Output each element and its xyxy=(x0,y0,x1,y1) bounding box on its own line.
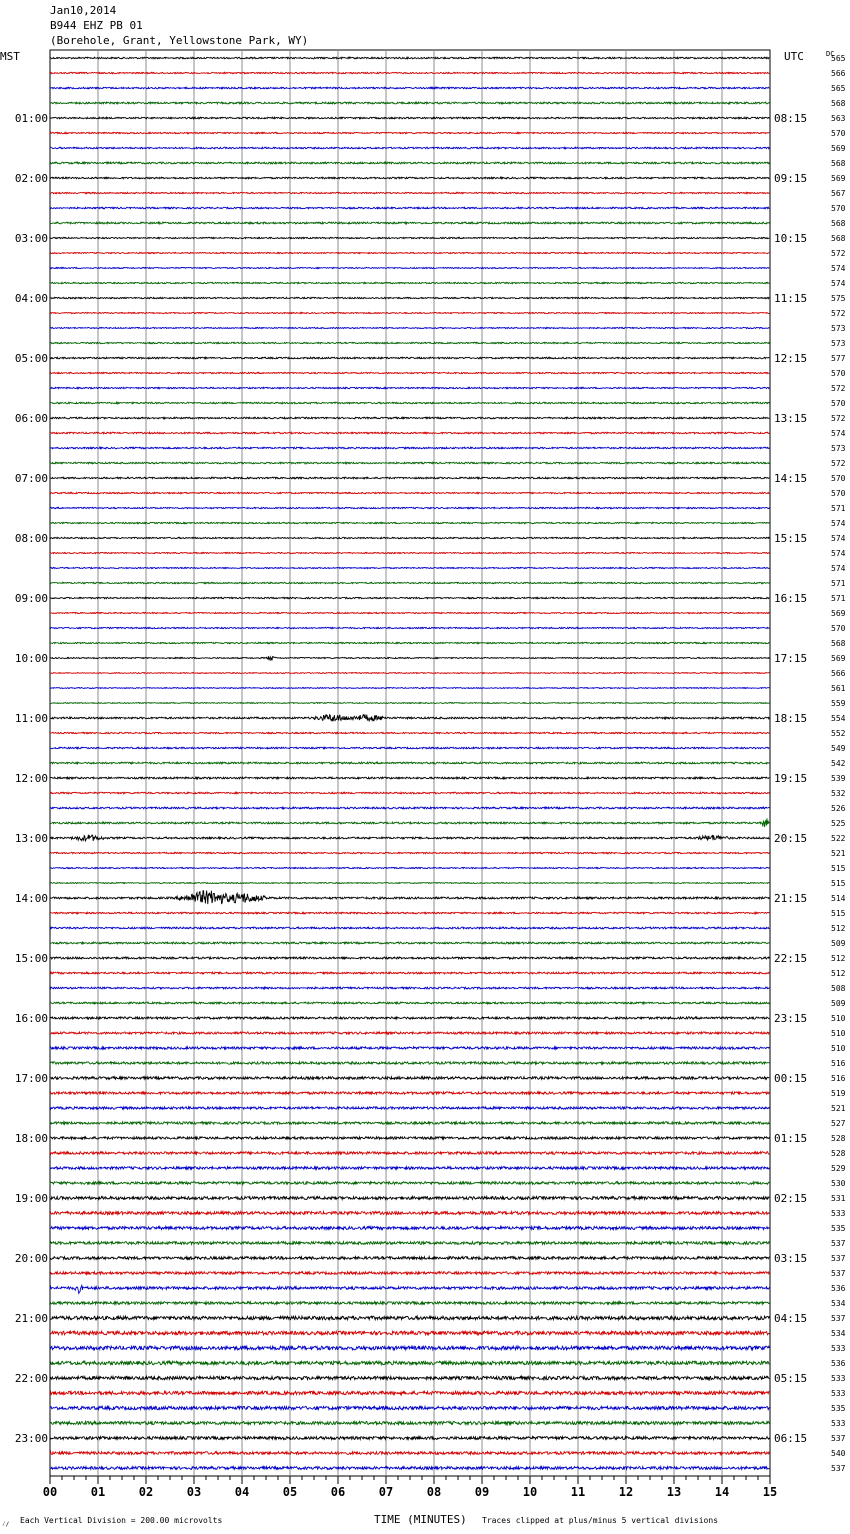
x-tick-label: 01 xyxy=(90,1485,106,1499)
seismic-trace-9 xyxy=(50,192,769,193)
mst-hour-label: 17:00 xyxy=(14,1072,48,1085)
seismic-trace-62 xyxy=(50,987,769,989)
dc-offset-label: 533 xyxy=(831,1419,846,1428)
seismic-trace-27 xyxy=(50,462,769,464)
plot-date: Jan10,2014 xyxy=(50,4,117,17)
x-tick-label: 12 xyxy=(618,1485,634,1499)
seismic-trace-15 xyxy=(50,282,769,283)
seismic-trace-5 xyxy=(50,132,769,133)
dc-offset-label: 566 xyxy=(831,69,846,78)
dc-offset-label: 514 xyxy=(831,894,846,903)
dc-offset-label: 574 xyxy=(831,429,846,438)
seismic-trace-79 xyxy=(50,1242,769,1245)
seismic-trace-13 xyxy=(50,252,769,253)
dc-offset-label: 533 xyxy=(831,1209,846,1218)
dc-offset-label: 577 xyxy=(831,354,846,363)
utc-hour-label: 09:15 xyxy=(774,172,808,185)
seismic-trace-40 xyxy=(50,656,769,660)
mst-hour-label: 08:00 xyxy=(14,532,48,545)
seismic-trace-21 xyxy=(50,372,769,373)
seismic-trace-7 xyxy=(50,162,769,164)
utc-hour-label: 14:15 xyxy=(774,472,808,485)
seismic-trace-82 xyxy=(50,1285,769,1293)
seismic-trace-56 xyxy=(50,891,769,905)
seismic-trace-33 xyxy=(50,552,769,553)
mst-hour-label: 03:00 xyxy=(14,232,48,245)
mst-hour-label: 09:00 xyxy=(14,592,48,605)
dc-offset-label: 516 xyxy=(831,1059,846,1068)
seismic-trace-35 xyxy=(50,582,769,583)
seismic-trace-1 xyxy=(50,72,769,73)
seismic-trace-34 xyxy=(50,567,769,568)
dc-offset-label: 574 xyxy=(831,279,846,288)
seismic-trace-47 xyxy=(50,762,769,764)
dc-offset-label: 533 xyxy=(831,1389,846,1398)
dc-offset-label: 572 xyxy=(831,384,846,393)
utc-hour-label: 05:15 xyxy=(774,1372,808,1385)
minute-grid xyxy=(50,50,770,1484)
dc-offset-label: 574 xyxy=(831,264,846,273)
seismic-trace-8 xyxy=(50,177,769,179)
dc-offset-label: 573 xyxy=(831,324,846,333)
x-tick-label: 13 xyxy=(666,1485,682,1499)
dc-offset-label: 532 xyxy=(831,789,846,798)
utc-hour-label: 23:15 xyxy=(774,1012,808,1025)
seismic-trace-81 xyxy=(50,1272,769,1275)
seismic-trace-30 xyxy=(50,507,769,508)
dc-offset-label: 534 xyxy=(831,1329,846,1338)
seismic-trace-32 xyxy=(50,537,769,538)
dc-offset-label: 530 xyxy=(831,1179,846,1188)
dc-offset-label: 570 xyxy=(831,474,846,483)
dc-offset-label: 568 xyxy=(831,234,846,243)
x-tick-label: 07 xyxy=(378,1485,394,1499)
utc-hour-label: 15:15 xyxy=(774,532,808,545)
dc-offset-label: 526 xyxy=(831,804,846,813)
seismic-trace-92 xyxy=(50,1437,769,1440)
seismic-trace-50 xyxy=(50,807,769,809)
division-note: Each Vertical Division = 200.00 microvolts xyxy=(20,1516,223,1525)
seismic-trace-61 xyxy=(50,972,769,974)
seismic-trace-85 xyxy=(50,1331,769,1335)
x-tick-label: 03 xyxy=(186,1485,202,1499)
seismic-trace-0 xyxy=(50,57,769,59)
utc-hour-label: 20:15 xyxy=(774,832,808,845)
dc-offset-label: 535 xyxy=(831,1224,846,1233)
utc-hour-label: 10:15 xyxy=(774,232,808,245)
mst-hour-label: 16:00 xyxy=(14,1012,48,1025)
mst-hour-label: 01:00 xyxy=(14,112,48,125)
mst-hour-label: 14:00 xyxy=(14,892,48,905)
seismic-trace-84 xyxy=(50,1316,769,1320)
dc-offset-label: 512 xyxy=(831,954,846,963)
seismic-trace-55 xyxy=(50,883,769,884)
dc-offset-label: 522 xyxy=(831,834,846,843)
dc-offset-label: 569 xyxy=(831,654,846,663)
utc-hour-label: 13:15 xyxy=(774,412,808,425)
mst-hour-label: 05:00 xyxy=(14,352,48,365)
dc-offset-label: 515 xyxy=(831,879,846,888)
seismic-trace-29 xyxy=(50,492,769,493)
seismic-trace-20 xyxy=(50,357,769,359)
dc-offset-label: 542 xyxy=(831,759,846,768)
seismic-trace-45 xyxy=(50,732,769,733)
x-tick-label: 10 xyxy=(522,1485,538,1499)
mst-axis-label: MST xyxy=(0,50,20,63)
dc-offset-label: 570 xyxy=(831,399,846,408)
dc-offset-label: 574 xyxy=(831,549,846,558)
seismic-trace-53 xyxy=(50,852,769,853)
seismic-trace-72 xyxy=(50,1137,769,1139)
dc-offset-label: 552 xyxy=(831,729,846,738)
dc-offset-label: 570 xyxy=(831,624,846,633)
seismic-trace-31 xyxy=(50,522,769,523)
utc-axis-label: UTC xyxy=(784,50,804,63)
label-group xyxy=(0,50,846,1528)
clip-note: Traces clipped at plus/minus 5 vertical divisions xyxy=(482,1516,719,1525)
trace-group xyxy=(50,57,769,1469)
x-tick-label: 15 xyxy=(762,1485,778,1499)
dc-offset-label: 537 xyxy=(831,1434,846,1443)
seismic-trace-39 xyxy=(50,642,769,643)
x-tick-label: 09 xyxy=(474,1485,490,1499)
dc-offset-label: 572 xyxy=(831,249,846,258)
dc-offset-label: 569 xyxy=(831,609,846,618)
seismic-trace-94 xyxy=(50,1467,769,1470)
dc-offset-label: 571 xyxy=(831,594,846,603)
x-tick-label: 04 xyxy=(234,1485,250,1499)
dc-offset-label: 573 xyxy=(831,444,846,453)
x-tick-label: 05 xyxy=(282,1485,298,1499)
mst-hour-label: 23:00 xyxy=(14,1432,48,1445)
seismic-trace-22 xyxy=(50,387,769,388)
seismic-trace-60 xyxy=(50,957,769,959)
dc-offset-label: 533 xyxy=(831,1344,846,1353)
dc-offset-label: 528 xyxy=(831,1149,846,1158)
dc-offset-label: 574 xyxy=(831,564,846,573)
dc-offset-label: 570 xyxy=(831,369,846,378)
seismic-trace-12 xyxy=(50,237,769,238)
mst-hour-label: 22:00 xyxy=(14,1372,48,1385)
utc-hour-label: 04:15 xyxy=(774,1312,808,1325)
seismic-trace-63 xyxy=(50,1002,769,1004)
utc-hour-label: 22:15 xyxy=(774,952,808,965)
seismic-trace-4 xyxy=(50,117,769,119)
seismic-trace-90 xyxy=(50,1406,769,1409)
dc-offset-label: 563 xyxy=(831,114,846,123)
utc-hour-label: 03:15 xyxy=(774,1252,808,1265)
dc-header-label: DC xyxy=(826,50,835,58)
utc-hour-label: 17:15 xyxy=(774,652,808,665)
mst-hour-label: 13:00 xyxy=(14,832,48,845)
x-tick-label: 02 xyxy=(138,1485,154,1499)
utc-hour-label: 12:15 xyxy=(774,352,808,365)
dc-offset-label: 525 xyxy=(831,819,846,828)
mst-hour-label: 18:00 xyxy=(14,1132,48,1145)
seismic-trace-67 xyxy=(50,1062,769,1064)
seismic-trace-37 xyxy=(50,612,769,613)
utc-hour-label: 00:15 xyxy=(774,1072,808,1085)
dc-offset-label: 573 xyxy=(831,339,846,348)
dc-offset-label: 531 xyxy=(831,1194,846,1203)
dc-offset-label: 509 xyxy=(831,999,846,1008)
seismic-trace-51 xyxy=(50,818,769,827)
seismic-trace-52 xyxy=(50,835,769,842)
seismic-trace-11 xyxy=(50,222,769,224)
dc-offset-label: 515 xyxy=(831,909,846,918)
x-axis-title: TIME (MINUTES) xyxy=(374,1513,467,1526)
seismic-trace-43 xyxy=(50,703,769,704)
dc-offset-label: 535 xyxy=(831,1404,846,1413)
seismic-trace-68 xyxy=(50,1077,769,1080)
dc-offset-label: 572 xyxy=(831,459,846,468)
dc-offset-label: 512 xyxy=(831,969,846,978)
seismic-trace-19 xyxy=(50,342,769,343)
dc-offset-label: 540 xyxy=(831,1449,846,1458)
seismic-trace-86 xyxy=(50,1346,769,1350)
x-tick-label: 08 xyxy=(426,1485,442,1499)
dc-offset-label: 565 xyxy=(831,54,846,63)
seismic-trace-24 xyxy=(50,417,769,419)
dc-offset-label: 519 xyxy=(831,1089,846,1098)
dc-offset-label: 537 xyxy=(831,1239,846,1248)
dc-offset-label: 570 xyxy=(831,204,846,213)
dc-offset-label: 572 xyxy=(831,414,846,423)
dc-offset-label: 533 xyxy=(831,1374,846,1383)
dc-offset-label: 561 xyxy=(831,684,846,693)
dc-offset-label: 568 xyxy=(831,159,846,168)
dc-offset-label: 537 xyxy=(831,1269,846,1278)
dc-offset-label: 566 xyxy=(831,669,846,678)
mst-hour-label: 21:00 xyxy=(14,1312,48,1325)
seismic-trace-88 xyxy=(50,1376,769,1379)
seismic-trace-23 xyxy=(50,402,769,404)
seismic-trace-44 xyxy=(50,714,769,721)
mst-hour-label: 15:00 xyxy=(14,952,48,965)
seismic-trace-89 xyxy=(50,1391,769,1394)
seismic-trace-74 xyxy=(50,1167,769,1170)
dc-offset-label: 572 xyxy=(831,309,846,318)
dc-offset-label: 568 xyxy=(831,639,846,648)
station-location: (Borehole, Grant, Yellowstone Park, WY) xyxy=(50,34,309,47)
utc-hour-label: 06:15 xyxy=(774,1432,808,1445)
mst-hour-label: 12:00 xyxy=(14,772,48,785)
utc-hour-label: 18:15 xyxy=(774,712,808,725)
mst-hour-label: 19:00 xyxy=(14,1192,48,1205)
dc-offset-label: 537 xyxy=(831,1314,846,1323)
seismic-trace-41 xyxy=(50,673,769,674)
utc-hour-label: 21:15 xyxy=(774,892,808,905)
dc-offset-label: 521 xyxy=(831,1104,846,1113)
dc-offset-label: 574 xyxy=(831,519,846,528)
seismic-trace-65 xyxy=(50,1032,769,1034)
seismic-trace-26 xyxy=(50,447,769,449)
dc-offset-label: 554 xyxy=(831,714,846,723)
seismic-trace-57 xyxy=(50,912,769,914)
seismic-trace-76 xyxy=(50,1197,769,1200)
seismic-trace-54 xyxy=(50,867,769,868)
dc-offset-label: 510 xyxy=(831,1044,846,1053)
dc-offset-label: 516 xyxy=(831,1074,846,1083)
dc-offset-label: 565 xyxy=(831,84,846,93)
mst-hour-label: 04:00 xyxy=(14,292,48,305)
seismic-trace-87 xyxy=(50,1361,769,1365)
dc-offset-label: 536 xyxy=(831,1359,846,1368)
mst-hour-label: 20:00 xyxy=(14,1252,48,1265)
dc-offset-label: 508 xyxy=(831,984,846,993)
seismic-trace-49 xyxy=(50,792,769,794)
mst-hour-label: 11:00 xyxy=(14,712,48,725)
dc-offset-label: 571 xyxy=(831,579,846,588)
seismic-trace-38 xyxy=(50,627,769,628)
dc-offset-label: 567 xyxy=(831,189,846,198)
dc-offset-label: 528 xyxy=(831,1134,846,1143)
seismic-trace-36 xyxy=(50,597,769,598)
utc-hour-label: 02:15 xyxy=(774,1192,808,1205)
utc-hour-label: 19:15 xyxy=(774,772,808,785)
seismic-trace-80 xyxy=(50,1257,769,1260)
station-code: B944 EHZ PB 01 xyxy=(50,19,143,32)
x-tick-label: 00 xyxy=(42,1485,58,1499)
seismic-trace-75 xyxy=(50,1182,769,1185)
dc-offset-label: 539 xyxy=(831,774,846,783)
utc-hour-label: 01:15 xyxy=(774,1132,808,1145)
seismic-trace-18 xyxy=(50,327,769,328)
dc-offset-label: 537 xyxy=(831,1254,846,1263)
dc-offset-label: 510 xyxy=(831,1029,846,1038)
dc-offset-label: 568 xyxy=(831,219,846,228)
dc-offset-label: 549 xyxy=(831,744,846,753)
dc-offset-label: 568 xyxy=(831,99,846,108)
dc-offset-label: 570 xyxy=(831,129,846,138)
seismic-trace-66 xyxy=(50,1047,769,1049)
dc-offset-label: 575 xyxy=(831,294,846,303)
x-tick-label: 06 xyxy=(330,1485,346,1499)
dc-offset-label: 559 xyxy=(831,699,846,708)
seismic-trace-42 xyxy=(50,688,769,689)
mst-hour-label: 10:00 xyxy=(14,652,48,665)
dc-offset-label: 569 xyxy=(831,144,846,153)
dc-offset-label: 527 xyxy=(831,1119,846,1128)
seismic-trace-73 xyxy=(50,1152,769,1155)
seismic-trace-93 xyxy=(50,1452,769,1455)
seismic-trace-25 xyxy=(50,432,769,434)
dc-offset-label: 510 xyxy=(831,1014,846,1023)
dc-offset-label: 529 xyxy=(831,1164,846,1173)
seismic-trace-6 xyxy=(50,147,769,149)
seismic-trace-58 xyxy=(50,927,769,929)
seismic-trace-69 xyxy=(50,1092,769,1094)
seismic-trace-77 xyxy=(50,1212,769,1215)
mst-hour-label: 02:00 xyxy=(14,172,48,185)
seismic-trace-17 xyxy=(50,312,769,313)
seismic-trace-71 xyxy=(50,1122,769,1124)
mst-hour-label: 06:00 xyxy=(14,412,48,425)
scale-mark: ⁄∕ xyxy=(2,1521,10,1528)
dc-offset-label: 574 xyxy=(831,534,846,543)
seismic-trace-10 xyxy=(50,207,769,209)
seismic-trace-70 xyxy=(50,1107,769,1109)
seismic-trace-3 xyxy=(50,102,769,104)
mst-hour-label: 07:00 xyxy=(14,472,48,485)
dc-offset-label: 534 xyxy=(831,1299,846,1308)
seismic-trace-46 xyxy=(50,747,769,749)
seismic-trace-91 xyxy=(50,1421,769,1424)
dc-offset-label: 515 xyxy=(831,864,846,873)
seismic-trace-48 xyxy=(50,777,769,779)
utc-hour-label: 11:15 xyxy=(774,292,808,305)
dc-offset-label: 537 xyxy=(831,1464,846,1473)
utc-hour-label: 08:15 xyxy=(774,112,808,125)
dc-offset-label: 512 xyxy=(831,924,846,933)
seismic-trace-78 xyxy=(50,1227,769,1230)
dc-offset-label: 509 xyxy=(831,939,846,948)
seismic-trace-28 xyxy=(50,477,769,479)
dc-offset-label: 570 xyxy=(831,489,846,498)
seismic-trace-2 xyxy=(50,87,769,89)
seismic-trace-59 xyxy=(50,942,769,944)
dc-offset-label: 571 xyxy=(831,504,846,513)
x-tick-label: 11 xyxy=(570,1485,586,1499)
x-tick-label: 14 xyxy=(714,1485,730,1499)
seismic-trace-14 xyxy=(50,267,769,268)
seismic-trace-83 xyxy=(50,1302,769,1305)
seismic-trace-16 xyxy=(50,297,769,298)
dc-offset-label: 569 xyxy=(831,174,846,183)
dc-offset-label: 536 xyxy=(831,1284,846,1293)
dc-offset-label: 521 xyxy=(831,849,846,858)
seismic-trace-64 xyxy=(50,1017,769,1019)
utc-hour-label: 16:15 xyxy=(774,592,808,605)
